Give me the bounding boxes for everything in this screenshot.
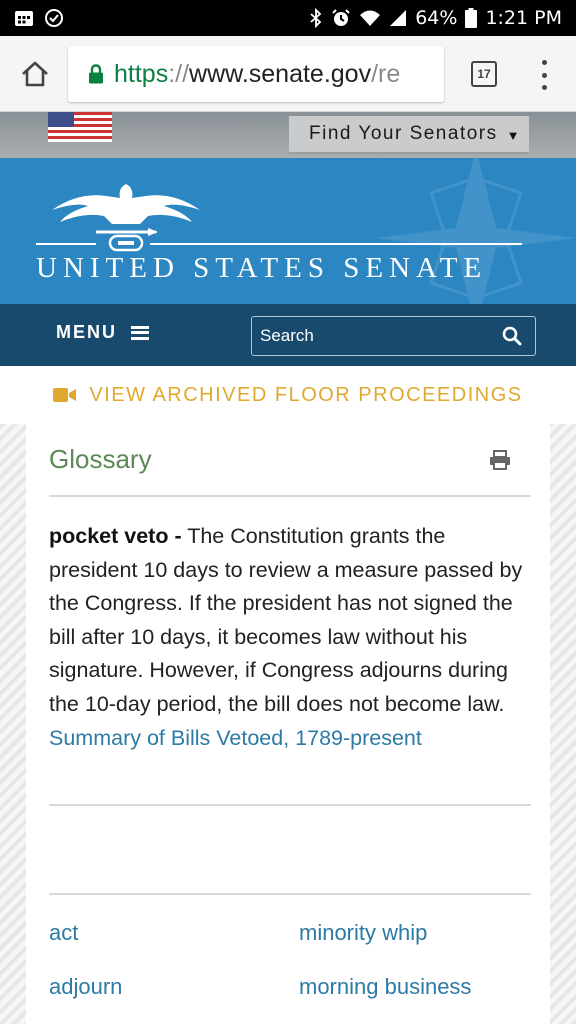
hamburger-icon (131, 326, 149, 340)
divider (49, 893, 531, 895)
status-bar (0, 0, 576, 36)
lock-icon (88, 64, 104, 84)
main-nav (0, 304, 576, 366)
check-circle-icon (44, 8, 64, 28)
divider (49, 495, 531, 497)
term-link-adjourn[interactable]: adjourn (49, 974, 123, 999)
print-icon[interactable] (489, 450, 511, 470)
search-icon[interactable] (502, 326, 522, 346)
tabs-button[interactable] (471, 61, 497, 87)
bluetooth-icon (309, 8, 323, 28)
glossary-definition (49, 520, 535, 755)
home-button[interactable] (0, 36, 64, 112)
battery-icon (465, 8, 477, 28)
term-link-minority-whip[interactable]: minority whip (299, 920, 428, 945)
signal-icon (389, 9, 407, 27)
find-senators-dropdown[interactable] (289, 116, 529, 154)
battery-percent: 64% (415, 7, 458, 29)
more-menu-button[interactable] (532, 60, 556, 90)
dropdown-caret-icon: ▼ (506, 128, 521, 143)
calendar-icon (14, 8, 34, 28)
alarm-icon (331, 8, 351, 28)
senate-masthead (0, 158, 576, 304)
menu-label: MENU (56, 322, 117, 342)
find-senators-label: Find Your Senators (309, 123, 498, 144)
tab-count: 17 (477, 67, 491, 81)
utility-strip (0, 112, 576, 158)
wifi-icon (359, 9, 381, 27)
url-path: /re (371, 59, 401, 88)
definition-text: The Constitution grants the president 10 days to review a measure passed by the Congress. If the president has not signed the bill after 10 days, it becomes law without his signature. However, if Congress adjourns during the 10-day period, the bill does not become law. (49, 524, 523, 716)
archived-proceedings-label: VIEW ARCHIVED FLOOR PROCEEDINGS (89, 383, 523, 406)
address-bar[interactable] (68, 46, 444, 102)
video-camera-icon (53, 387, 77, 403)
page-title: Glossary (49, 444, 152, 474)
glossary-card (26, 424, 550, 1024)
search-input[interactable] (260, 326, 490, 346)
home-icon (20, 60, 50, 88)
term-link-morning-business[interactable]: morning business (299, 974, 472, 999)
summary-vetoed-link[interactable]: Summary of Bills Vetoed, 1789-present (49, 725, 422, 750)
senate-eagle-logo (48, 174, 204, 254)
menu-button[interactable] (56, 322, 149, 343)
masthead-rule-right (150, 243, 522, 245)
search-box (251, 316, 536, 356)
archived-proceedings-link[interactable] (0, 366, 576, 424)
url-text (114, 60, 400, 89)
divider (49, 804, 531, 806)
browser-toolbar (0, 36, 576, 112)
url-scheme: https (114, 59, 169, 88)
url-separator: :// (168, 59, 190, 88)
site-title[interactable]: UNITED STATES SENATE (36, 252, 488, 284)
glossary-term: pocket veto - (49, 524, 182, 548)
url-host: www.senate.gov (189, 59, 372, 88)
term-link-act[interactable]: act (49, 920, 79, 945)
masthead-rule-left (36, 243, 96, 245)
clock: 1:21 PM (485, 7, 562, 29)
us-flag-icon (48, 112, 112, 142)
